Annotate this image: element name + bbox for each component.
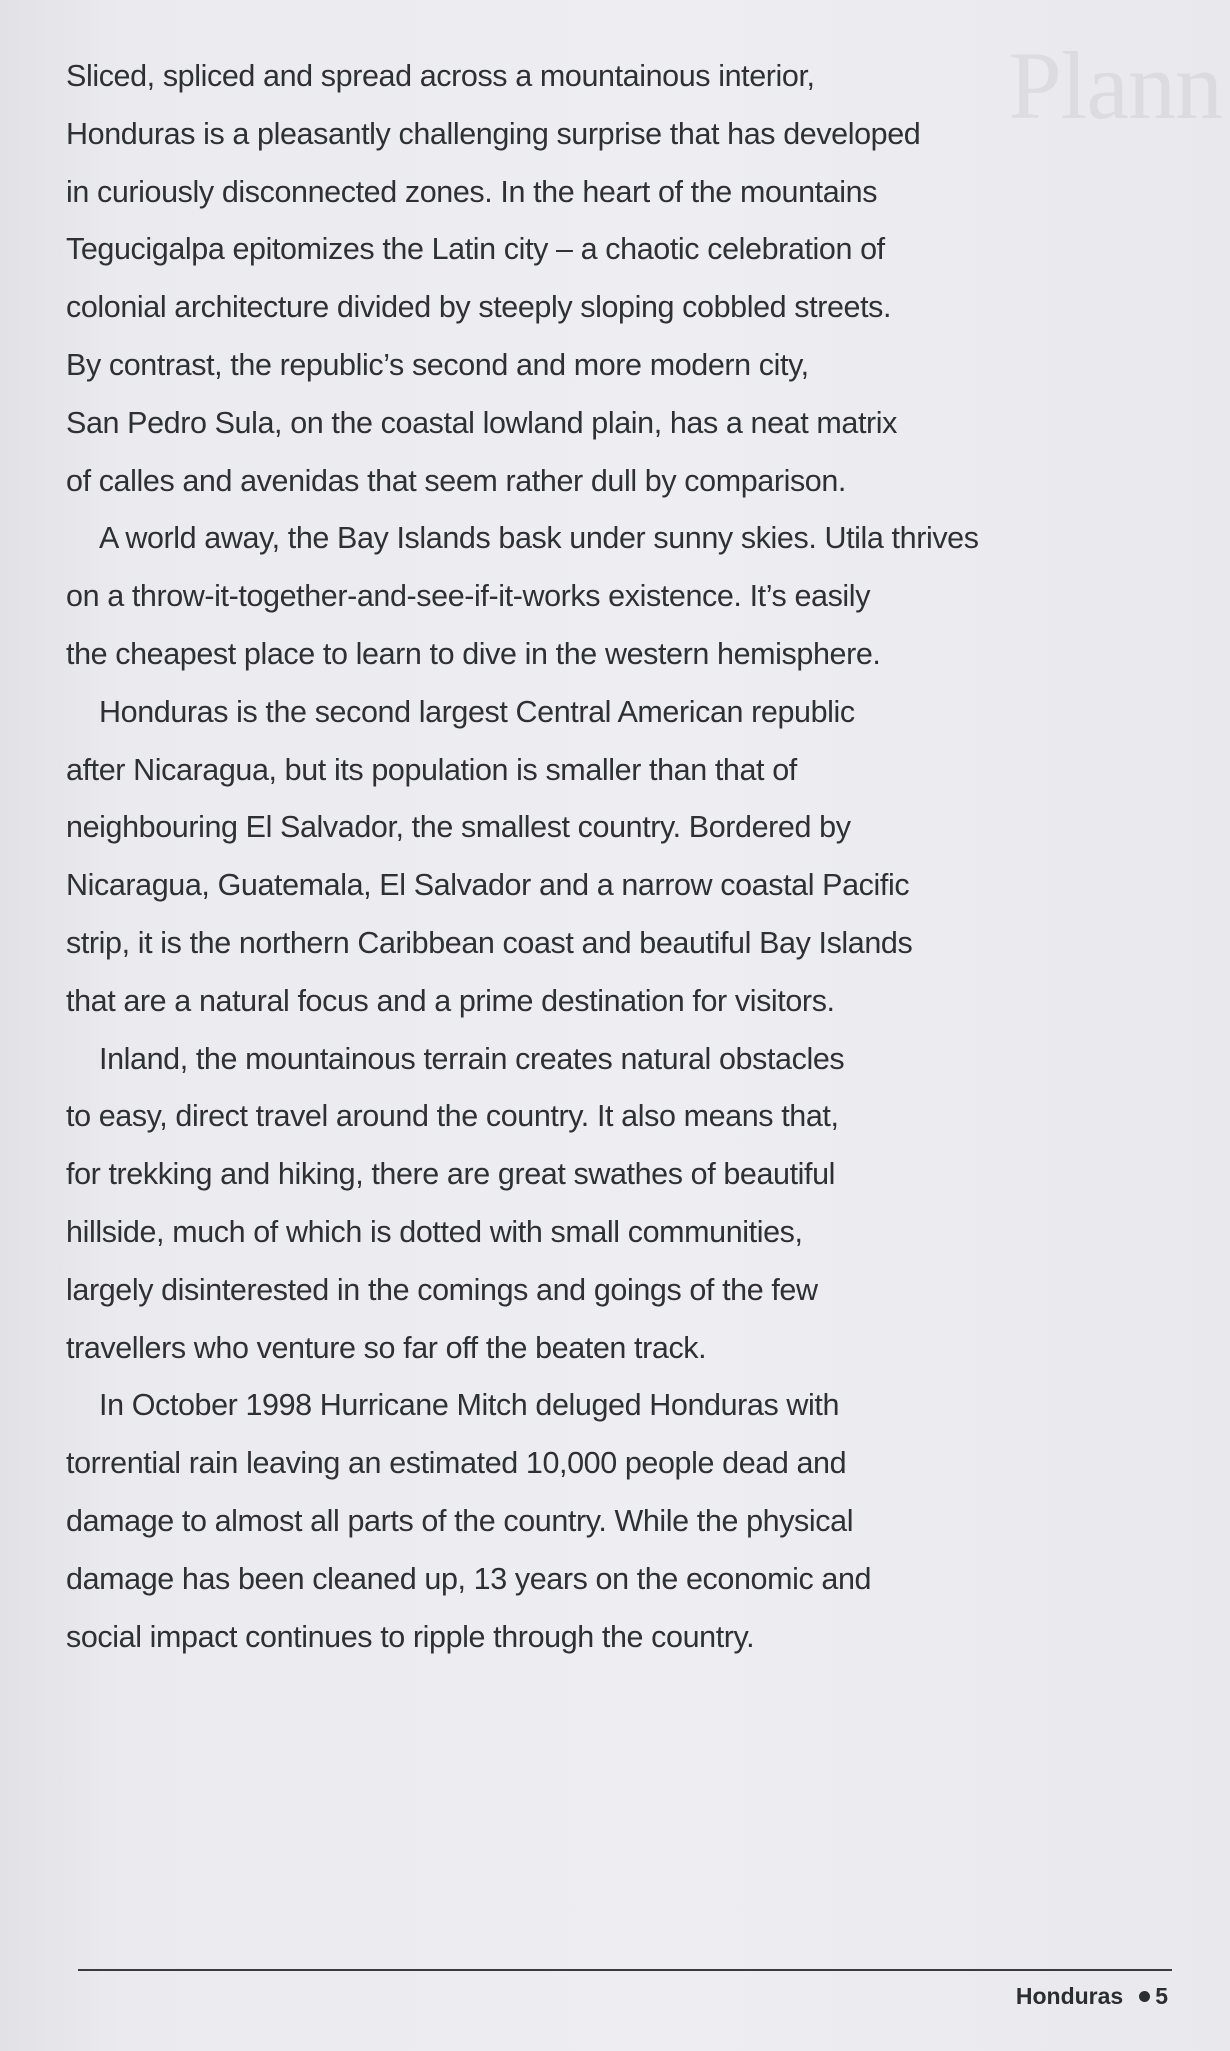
paragraph-3	[66, 684, 1171, 1031]
text-line: hillside, much of which is dotted with small communities,	[66, 1214, 803, 1249]
text-line: the cheapest place to learn to dive in the western hemisphere.	[66, 636, 881, 671]
page-number: 5	[1155, 1983, 1168, 2009]
footer-title: Honduras	[1015, 1983, 1124, 2009]
paragraph-4	[66, 1031, 1171, 1378]
text-line: that are a natural focus and a prime destination for visitors.	[66, 983, 835, 1018]
text-line: Sliced, spliced and spread across a mountainous interior,	[66, 59, 815, 93]
text-line: strip, it is the northern Caribbean coast and beautiful Bay Islands	[66, 925, 913, 960]
text-line: San Pedro Sula, on the coastal lowland plain, has a neat matrix	[66, 405, 898, 440]
text-line: travellers who venture so far off the beaten track.	[66, 1330, 707, 1365]
body-text	[66, 48, 1171, 1666]
text-line: A world away, the Bay Islands bask under sunny skies. Utila thrives	[99, 521, 979, 556]
paragraph-1	[66, 48, 1171, 510]
text-line: Tegucigalpa epitomizes the Latin city – a chaotic celebration of	[66, 232, 885, 267]
text-line: to easy, direct travel around the country. It also means that,	[66, 1099, 839, 1134]
text-line: In October 1998 Hurricane Mitch deluged Honduras with	[99, 1388, 840, 1423]
bleed-through-heading: Plann	[1008, 32, 1222, 139]
text-line: after Nicaragua, but its population is smaller than that of	[66, 752, 797, 787]
text-line: damage has been cleaned up, 13 years on the economic and	[66, 1561, 872, 1596]
running-footer	[1016, 1983, 1168, 2010]
text-line: Inland, the mountainous terrain creates natural obstacles	[99, 1041, 845, 1076]
text-line: of calles and avenidas that seem rather dull by comparison.	[66, 463, 847, 498]
text-line: for trekking and hiking, there are great swathes of beautiful	[66, 1157, 836, 1192]
paragraph-2	[66, 510, 1171, 683]
text-line: By contrast, the republic’s second and more modern city,	[66, 347, 809, 382]
text-line: colonial architecture divided by steeply sloping cobbled streets.	[66, 290, 892, 325]
text-line: social impact continues to ripple through the country.	[66, 1619, 755, 1654]
text-line: Honduras is a pleasantly challenging surprise that has developed	[66, 116, 921, 151]
text-line: in curiously disconnected zones. In the heart of the mountains	[66, 174, 878, 209]
text-line: on a throw-it-together-and-see-if-it-works existence. It’s easily	[66, 579, 871, 614]
text-line: Honduras is the second largest Central American republic	[99, 694, 855, 729]
text-line: damage to almost all parts of the country. While the physical	[66, 1503, 854, 1538]
paragraph-5	[66, 1377, 1171, 1666]
text-line: Nicaragua, Guatemala, El Salvador and a narrow coastal Pacific	[66, 868, 910, 903]
bullet-icon	[1139, 1991, 1150, 2002]
footer-rule	[78, 1969, 1172, 1971]
text-line: torrential rain leaving an estimated 10,000 people dead and	[66, 1446, 847, 1481]
text-line: largely disinterested in the comings and goings of the few	[66, 1272, 818, 1307]
text-line: neighbouring El Salvador, the smallest country. Bordered by	[66, 810, 851, 845]
